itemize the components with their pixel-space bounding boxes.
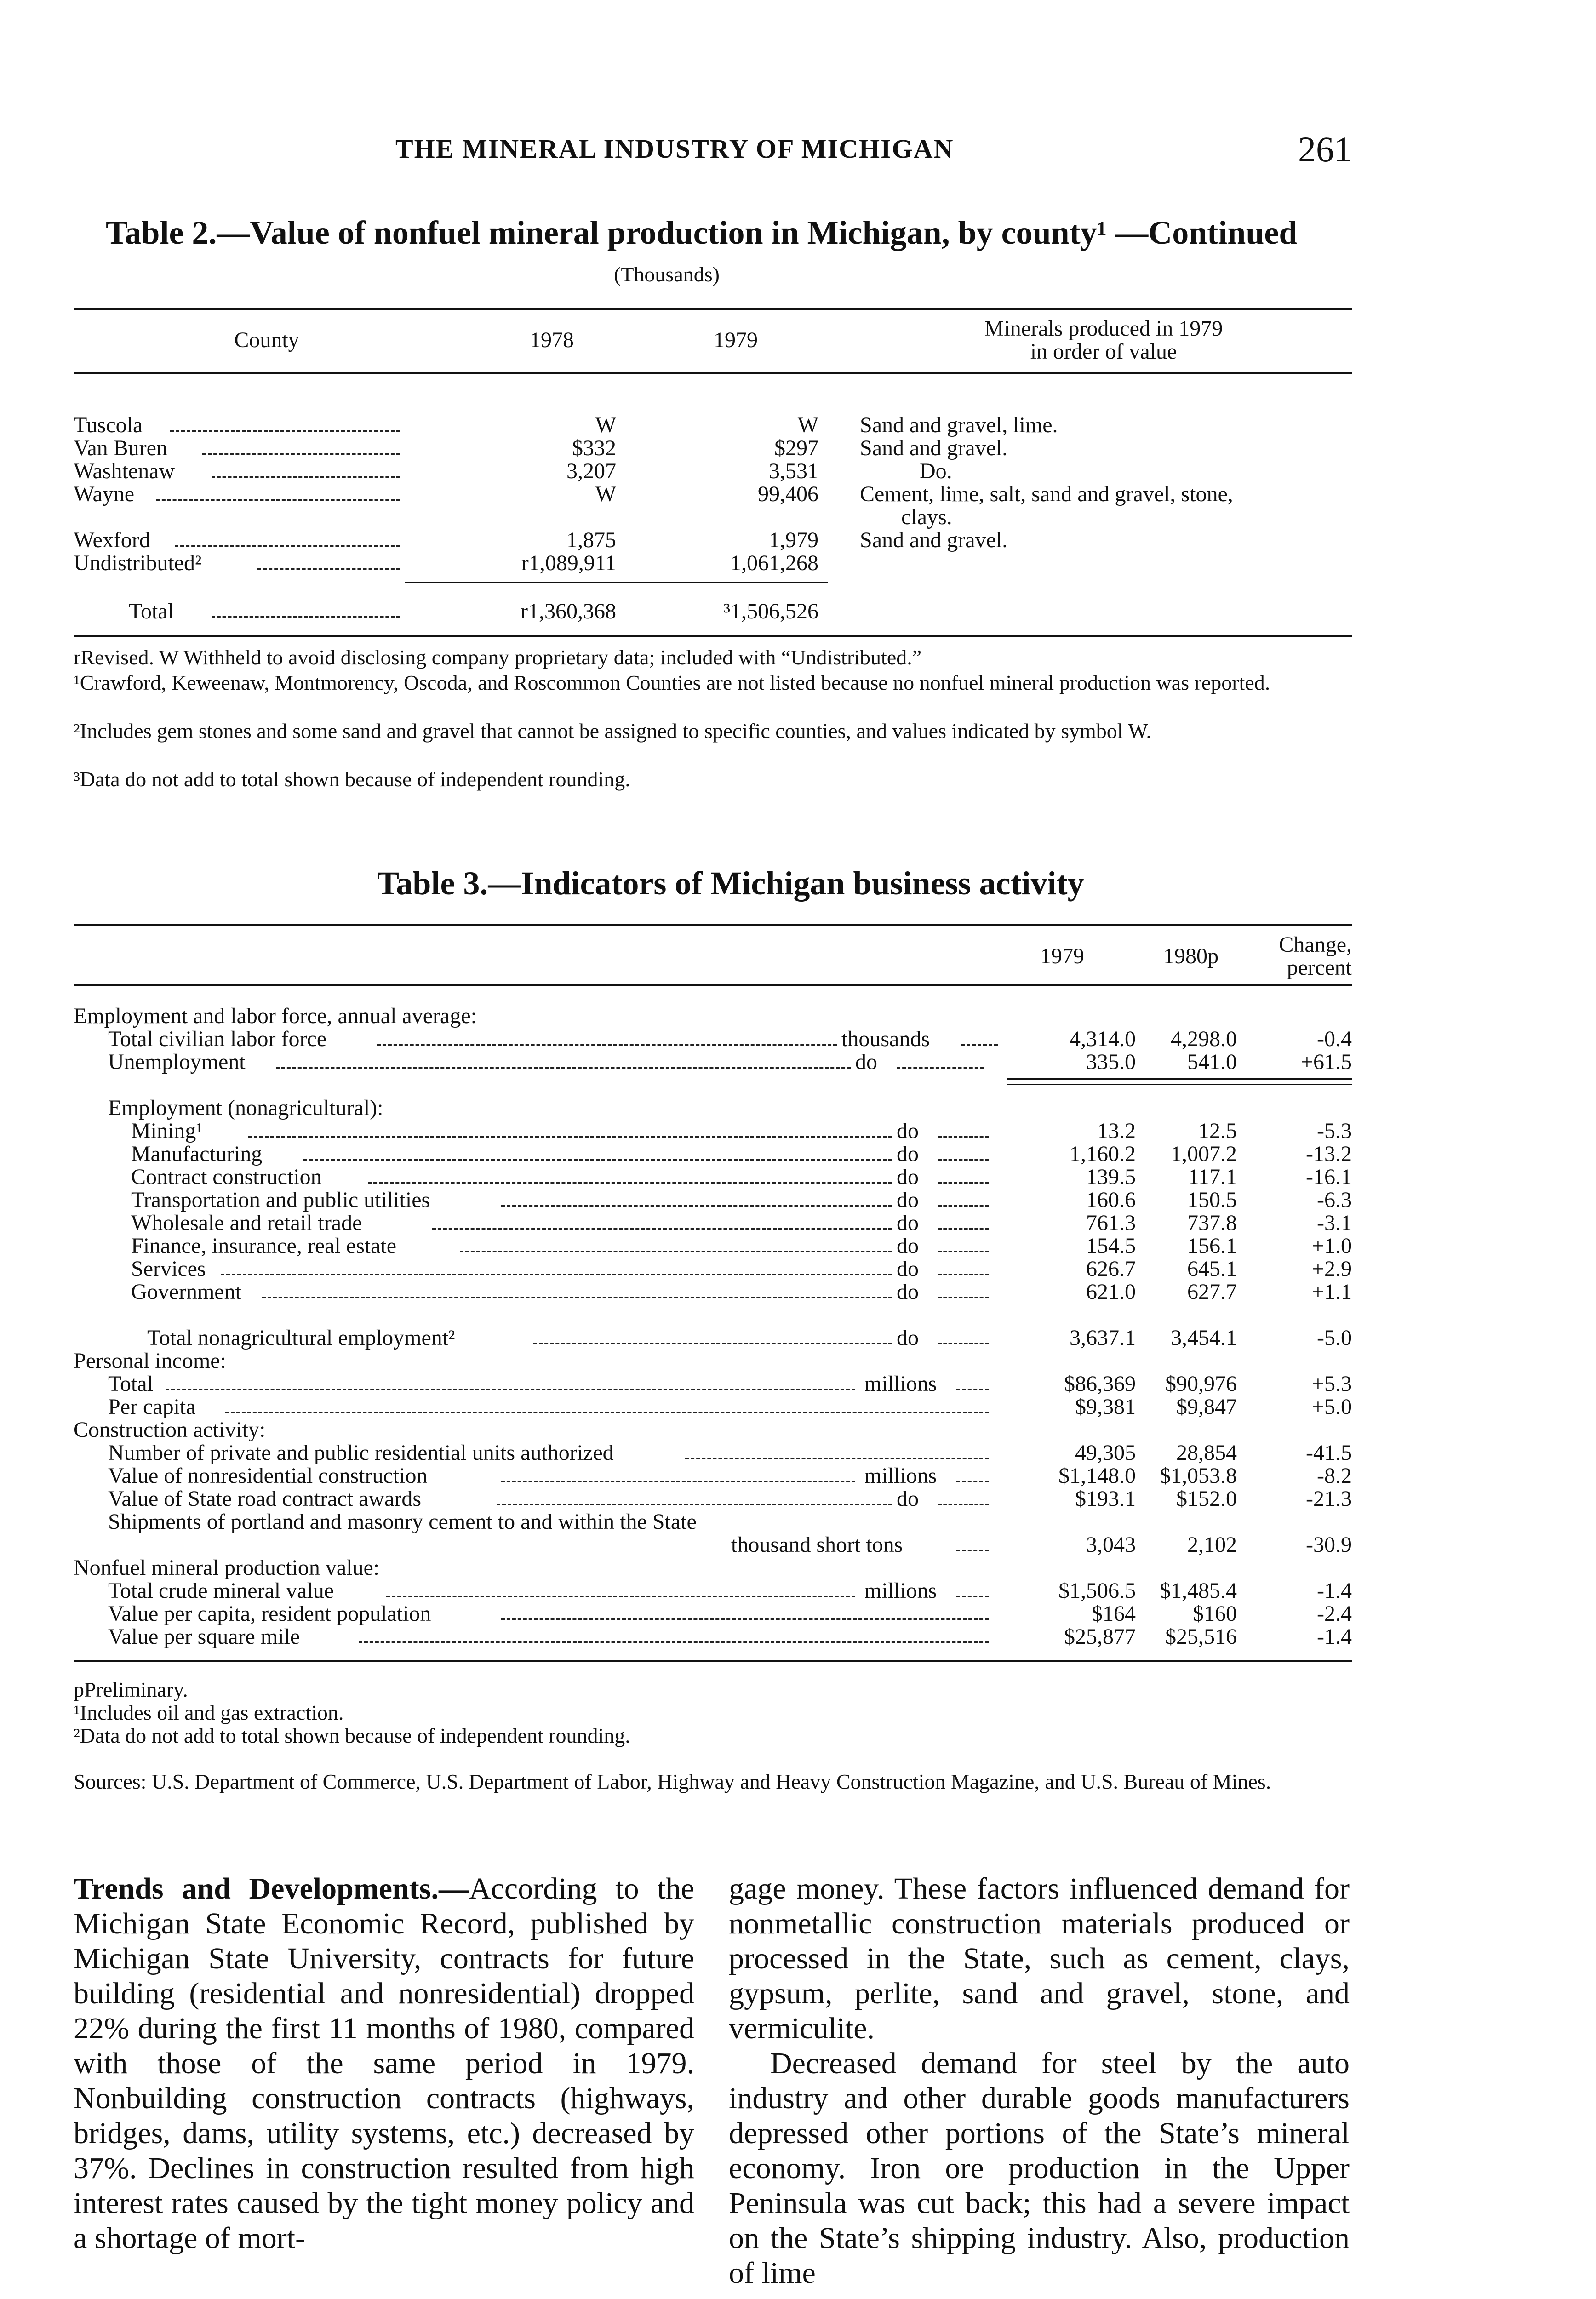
table2-col-1979: 1979 bbox=[714, 328, 758, 352]
table3-1979-nonresidential: $1,148.0 bbox=[1058, 1464, 1136, 1488]
leader bbox=[938, 1182, 989, 1184]
table3-label-wholesale: Wholesale and retail trade bbox=[131, 1211, 362, 1235]
table3-col-change-1: Change, bbox=[1279, 932, 1352, 957]
table3-1979-mining: 13.2 bbox=[1097, 1119, 1136, 1143]
table3-1979-income-total: $86,369 bbox=[1064, 1372, 1136, 1396]
page-number: 261 bbox=[1298, 129, 1352, 169]
table3-change-residential-units: -41.5 bbox=[1306, 1441, 1352, 1465]
table3-unit-contract-construction: do bbox=[897, 1165, 919, 1189]
table2-1978-van-buren: $332 bbox=[572, 436, 616, 460]
table3-label-per-capita: Per capita bbox=[108, 1395, 196, 1419]
table3-1979-value-per-capita: $164 bbox=[1092, 1601, 1136, 1626]
table2-footnote-revised: rRevised. W Withheld to avoid disclosing company proprietary data; included with “Undistributed.” bbox=[74, 646, 922, 669]
leader bbox=[956, 1596, 989, 1597]
table3-1980-finance: 156.1 bbox=[1187, 1234, 1237, 1258]
leader bbox=[156, 499, 400, 501]
leader bbox=[166, 1389, 855, 1390]
table2-footnote-1: ¹Crawford, Keweenaw, Montmorency, Oscoda, and Roscommon Counties are not listed because no nonfuel mineral production was reported. bbox=[74, 671, 1270, 694]
table3-1980-manufacturing: 1,007.2 bbox=[1171, 1142, 1237, 1166]
table3-1980-services: 645.1 bbox=[1187, 1257, 1237, 1281]
table3-label-income-total: Total bbox=[108, 1372, 153, 1396]
table2-top-rule bbox=[74, 308, 1352, 310]
table3-1979-cement-shipments: 3,043 bbox=[1086, 1533, 1136, 1557]
table3-1980-total-nonag: 3,454.1 bbox=[1171, 1326, 1237, 1350]
table3-label-mining: Mining¹ bbox=[131, 1119, 203, 1143]
table3-change-value-per-sq-mile: -1.4 bbox=[1317, 1624, 1352, 1649]
table2-county-washtenaw: Washtenaw bbox=[74, 459, 175, 483]
table3-1979-crude-value: $1,506.5 bbox=[1058, 1578, 1136, 1603]
table3-unit-cement-shipments: thousand short tons bbox=[731, 1533, 903, 1557]
table3-col-change-2: percent bbox=[1287, 955, 1352, 980]
leader bbox=[221, 1274, 892, 1275]
table3-unit-state-road: do bbox=[897, 1487, 919, 1511]
table2-unit: (Thousands) bbox=[614, 263, 720, 286]
leader bbox=[938, 1228, 989, 1230]
table2-1978-wayne: W bbox=[595, 482, 616, 506]
table2-title: Table 2.—Value of nonfuel mineral production in Michigan, by county¹ —Continued bbox=[106, 214, 1298, 251]
table3-1980-value-per-capita: $160 bbox=[1193, 1601, 1237, 1626]
section-run-in-heading: Trends and Developments.— bbox=[74, 1872, 469, 1905]
table3-subrule-2 bbox=[1007, 1084, 1352, 1085]
leader bbox=[956, 1389, 989, 1390]
table3-unit-income-total: millions bbox=[864, 1372, 937, 1396]
table3-1980-income-total: $90,976 bbox=[1165, 1372, 1237, 1396]
table2-footnote-2: ²Includes gem stones and some sand and gravel that cannot be assigned to specific counties, and values indicated by symbol W. bbox=[74, 719, 1151, 743]
leader bbox=[460, 1251, 892, 1252]
table3-label-residential-units: Number of private and public residential units authorized bbox=[108, 1441, 614, 1465]
leader bbox=[956, 1481, 989, 1482]
table2-county-undistributed: Undistributed² bbox=[74, 551, 202, 575]
table3-label-finance: Finance, insurance, real estate bbox=[131, 1234, 397, 1258]
body-paragraph-1-text: According to the Michigan State Economic Record, published by Michigan State University, contracts for future building (residential and nonresidential) dropped 22% during the first 11 months of 1980, compared with those of the same period in 1979. Nonbuilding construction contracts (highways, bridges, dams, utility systems, etc.) decreased by 37%. Declines in construction resulted from high interest rates caused by the tight money policy and a shortage of mort- bbox=[74, 1872, 694, 2255]
table2-county-tuscola: Tuscola bbox=[74, 413, 143, 437]
table3-subrule-1 bbox=[1007, 1078, 1352, 1080]
table3-unit-manufacturing: do bbox=[897, 1142, 919, 1166]
leader bbox=[248, 1136, 892, 1138]
table3-top-rule bbox=[74, 924, 1352, 926]
table3-label-unemployment: Unemployment bbox=[108, 1050, 246, 1074]
table3-label-nonresidential: Value of nonresidential construction bbox=[108, 1464, 428, 1488]
leader bbox=[257, 568, 400, 570]
table3-change-government: +1.1 bbox=[1311, 1280, 1352, 1304]
table2-col-minerals-1: Minerals produced in 1979 bbox=[984, 316, 1223, 341]
table3-change-income-total: +5.3 bbox=[1311, 1372, 1352, 1396]
table3-1980-residential-units: 28,854 bbox=[1176, 1441, 1237, 1465]
table3-change-unemployment: +61.5 bbox=[1300, 1050, 1352, 1074]
table2-minerals-wayne: Cement, lime, salt, sand and gravel, stone, bbox=[860, 482, 1233, 506]
body-column-right bbox=[729, 1871, 1350, 2291]
table3-1979-total-nonag: 3,637.1 bbox=[1070, 1326, 1136, 1350]
leader bbox=[938, 1136, 989, 1138]
body-column-left bbox=[74, 1871, 694, 2256]
table3-1980-crude-value: $1,485.4 bbox=[1160, 1578, 1237, 1603]
table2-footnote-3: ³Data do not add to total shown because of independent rounding. bbox=[74, 767, 630, 791]
table3-label-transportation: Transportation and public utilities bbox=[131, 1188, 430, 1212]
table3-change-mining: -5.3 bbox=[1317, 1119, 1352, 1143]
table2-total-label: Total bbox=[129, 599, 174, 623]
table2-1979-wexford: 1,979 bbox=[769, 528, 818, 552]
table2-col-minerals-2: in order of value bbox=[1030, 339, 1177, 364]
leader bbox=[685, 1458, 989, 1459]
table3-change-contract-construction: -16.1 bbox=[1306, 1165, 1352, 1189]
table3-change-wholesale: -3.1 bbox=[1317, 1211, 1352, 1235]
table3-1980-transportation: 150.5 bbox=[1187, 1188, 1237, 1212]
table3-change-per-capita: +5.0 bbox=[1311, 1395, 1352, 1419]
body-paragraph-2: Decreased demand for steel by the auto industry and other durable goods manufacturers depressed other portions of the State’s mineral economy. Iron ore production in the Upper Peninsula was cut back; this had a severe impact on the State’s shipping industry. Also, production of lime bbox=[729, 2047, 1350, 2290]
leader bbox=[938, 1297, 989, 1298]
table3-unit-government: do bbox=[897, 1280, 919, 1304]
table2-header-rule bbox=[74, 372, 1352, 374]
table3-label-employment-labor-force: Employment and labor force, annual average: bbox=[74, 1004, 477, 1028]
leader bbox=[897, 1067, 984, 1069]
table2-1979-wayne: 99,406 bbox=[758, 482, 818, 506]
running-head: THE MINERAL INDUSTRY OF MICHIGAN bbox=[395, 134, 954, 164]
table3-1980-cement-shipments: 2,102 bbox=[1187, 1533, 1237, 1557]
leader bbox=[497, 1504, 892, 1505]
table2-minerals-van-buren: Sand and gravel. bbox=[860, 436, 1008, 460]
table3-1979-civilian-labor-force: 4,314.0 bbox=[1070, 1027, 1136, 1051]
table3-1980-mining: 12.5 bbox=[1198, 1119, 1237, 1143]
table2-total-1979: ³1,506,526 bbox=[723, 599, 818, 623]
table3-1979-per-capita: $9,381 bbox=[1075, 1395, 1136, 1419]
leader bbox=[938, 1343, 989, 1344]
leader bbox=[276, 1067, 851, 1069]
table3-unit-civilian-labor-force: thousands bbox=[841, 1027, 930, 1051]
table3-1979-unemployment: 335.0 bbox=[1086, 1050, 1136, 1074]
body-paragraph-1-cont: gage money. These factors influenced demand for nonmetallic construction materials produced or processed in the State, such as cement, clays, gypsum, perlite, sand and gravel, stone, and vermiculite. bbox=[729, 1872, 1350, 2045]
table3-1979-government: 621.0 bbox=[1086, 1280, 1136, 1304]
table3-bottom-rule bbox=[74, 1660, 1352, 1662]
table3-footnote-2: ²Data do not add to total shown because of independent rounding. bbox=[74, 1724, 630, 1747]
table2-1978-washtenaw: 3,207 bbox=[566, 459, 616, 483]
table2-bottom-rule bbox=[74, 635, 1352, 637]
table3-1980-value-per-sq-mile: $25,516 bbox=[1165, 1624, 1237, 1649]
table3-1980-state-road: $152.0 bbox=[1176, 1487, 1237, 1511]
table3-label-state-road: Value of State road contract awards bbox=[108, 1487, 422, 1511]
table3-unit-unemployment: do bbox=[855, 1050, 877, 1074]
leader bbox=[938, 1159, 989, 1161]
leader bbox=[303, 1159, 892, 1161]
table3-change-crude-value: -1.4 bbox=[1317, 1578, 1352, 1603]
table2-1978-undistributed: r1,089,911 bbox=[521, 551, 616, 575]
table3-1980-nonresidential: $1,053.8 bbox=[1160, 1464, 1237, 1488]
table3-label-construction-activity: Construction activity: bbox=[74, 1418, 266, 1442]
table2-col-county: County bbox=[234, 328, 299, 352]
table3-1979-state-road: $193.1 bbox=[1075, 1487, 1136, 1511]
leader bbox=[938, 1251, 989, 1252]
table3-change-state-road: -21.3 bbox=[1306, 1487, 1352, 1511]
table3-sources: Sources: U.S. Department of Commerce, U.S. Department of Labor, Highway and Heavy Construction Magazine, and U.S. Bureau of Mines. bbox=[74, 1770, 1271, 1793]
table2-minerals-tuscola: Sand and gravel, lime. bbox=[860, 413, 1058, 437]
leader bbox=[212, 616, 400, 618]
table3-label-civilian-labor-force: Total civilian labor force bbox=[108, 1027, 327, 1051]
table2-1979-undistributed: 1,061,268 bbox=[730, 551, 818, 575]
table2-1978-tuscola: W bbox=[595, 413, 616, 437]
table3-unit-finance: do bbox=[897, 1234, 919, 1258]
table3-label-total-nonag: Total nonagricultural employment² bbox=[147, 1326, 455, 1350]
leader bbox=[202, 453, 400, 455]
table3-header-rule bbox=[74, 984, 1352, 986]
table3-label-cement-shipments: Shipments of portland and masonry cement to and within the State bbox=[108, 1510, 697, 1534]
table3-1979-manufacturing: 1,160.2 bbox=[1070, 1142, 1136, 1166]
table3-unit-nonresidential: millions bbox=[864, 1464, 937, 1488]
table3-label-employment-nonag: Employment (nonagricultural): bbox=[108, 1096, 383, 1120]
table3-label-crude-value: Total crude mineral value bbox=[108, 1578, 334, 1603]
table2-1979-tuscola: W bbox=[797, 413, 818, 437]
table3-1980-civilian-labor-force: 4,298.0 bbox=[1171, 1027, 1237, 1051]
table3-label-government: Government bbox=[131, 1280, 241, 1304]
leader bbox=[938, 1274, 989, 1275]
table3-label-services: Services bbox=[131, 1257, 206, 1281]
table3-1980-wholesale: 737.8 bbox=[1187, 1211, 1237, 1235]
table3-label-manufacturing: Manufacturing bbox=[131, 1142, 263, 1166]
table3-1980-unemployment: 541.0 bbox=[1187, 1050, 1237, 1074]
table3-change-civilian-labor-force: -0.4 bbox=[1317, 1027, 1352, 1051]
leader bbox=[359, 1641, 989, 1643]
table2-total-rule bbox=[405, 582, 828, 583]
table3-1980-per-capita: $9,847 bbox=[1176, 1395, 1237, 1419]
table3-change-nonresidential: -8.2 bbox=[1317, 1464, 1352, 1488]
table3-1979-finance: 154.5 bbox=[1086, 1234, 1136, 1258]
table3-1979-services: 626.7 bbox=[1086, 1257, 1136, 1281]
table3-1979-residential-units: 49,305 bbox=[1075, 1441, 1136, 1465]
table2-minerals-wayne-cont: clays. bbox=[901, 505, 952, 529]
table3-col-1980: 1980p bbox=[1163, 944, 1218, 968]
table3-footnote-1: ¹Includes oil and gas extraction. bbox=[74, 1701, 344, 1724]
leader bbox=[501, 1481, 855, 1482]
table3-col-1979: 1979 bbox=[1040, 944, 1084, 968]
table3-1979-wholesale: 761.3 bbox=[1086, 1211, 1136, 1235]
leader bbox=[961, 1044, 998, 1046]
table3-unit-total-nonag: do bbox=[897, 1326, 919, 1350]
leader bbox=[170, 430, 400, 432]
leader bbox=[175, 545, 400, 547]
leader bbox=[956, 1550, 989, 1551]
leader bbox=[368, 1182, 892, 1184]
table2-col-1978: 1978 bbox=[530, 328, 574, 352]
table2-county-wexford: Wexford bbox=[74, 528, 150, 552]
table3-change-total-nonag: -5.0 bbox=[1317, 1326, 1352, 1350]
table3-change-services: +2.9 bbox=[1311, 1257, 1352, 1281]
body-paragraph-1 bbox=[74, 1871, 694, 2256]
table3-change-manufacturing: -13.2 bbox=[1306, 1142, 1352, 1166]
table3-change-finance: +1.0 bbox=[1311, 1234, 1352, 1258]
table3-1979-value-per-sq-mile: $25,877 bbox=[1064, 1624, 1136, 1649]
table3-label-personal-income: Personal income: bbox=[74, 1349, 226, 1373]
table3-1979-contract-construction: 139.5 bbox=[1086, 1165, 1136, 1189]
table2-minerals-wexford: Sand and gravel. bbox=[860, 528, 1008, 552]
leader bbox=[377, 1044, 837, 1046]
table3-1980-government: 627.7 bbox=[1187, 1280, 1237, 1304]
table3-unit-mining: do bbox=[897, 1119, 919, 1143]
leader bbox=[533, 1343, 892, 1344]
table2-county-wayne: Wayne bbox=[74, 482, 135, 506]
leader bbox=[225, 1412, 989, 1413]
leader bbox=[262, 1297, 892, 1298]
table3-footnote-preliminary: pPreliminary. bbox=[74, 1678, 188, 1701]
table3-label-nonfuel-value: Nonfuel mineral production value: bbox=[74, 1556, 380, 1580]
table3-unit-crude-value: millions bbox=[864, 1578, 937, 1603]
leader bbox=[501, 1205, 892, 1207]
table3-1980-contract-construction: 117.1 bbox=[1188, 1165, 1237, 1189]
table3-unit-services: do bbox=[897, 1257, 919, 1281]
table3-unit-transportation: do bbox=[897, 1188, 919, 1212]
table3-1979-transportation: 160.6 bbox=[1086, 1188, 1136, 1212]
table3-change-cement-shipments: -30.9 bbox=[1306, 1533, 1352, 1557]
table2-1979-van-buren: $297 bbox=[774, 436, 818, 460]
page-header bbox=[74, 129, 1352, 179]
table2-1978-wexford: 1,875 bbox=[566, 528, 616, 552]
leader bbox=[938, 1205, 989, 1207]
table3-change-transportation: -6.3 bbox=[1317, 1188, 1352, 1212]
table3-unit-wholesale: do bbox=[897, 1211, 919, 1235]
leader bbox=[386, 1596, 855, 1597]
table2-total-1978: r1,360,368 bbox=[521, 599, 616, 623]
table3-label-contract-construction: Contract construction bbox=[131, 1165, 322, 1189]
table2-1979-washtenaw: 3,531 bbox=[769, 459, 818, 483]
leader bbox=[212, 476, 400, 478]
table2-minerals-washtenaw: Do. bbox=[920, 459, 952, 483]
table3-label-value-per-capita: Value per capita, resident population bbox=[108, 1601, 431, 1626]
leader bbox=[938, 1504, 989, 1505]
table3-change-value-per-capita: -2.4 bbox=[1317, 1601, 1352, 1626]
leader bbox=[432, 1228, 892, 1230]
table3-label-value-per-sq-mile: Value per square mile bbox=[108, 1624, 300, 1649]
leader bbox=[501, 1618, 989, 1620]
table2-county-van-buren: Van Buren bbox=[74, 436, 167, 460]
table3-title: Table 3.—Indicators of Michigan business activity bbox=[377, 865, 1084, 902]
